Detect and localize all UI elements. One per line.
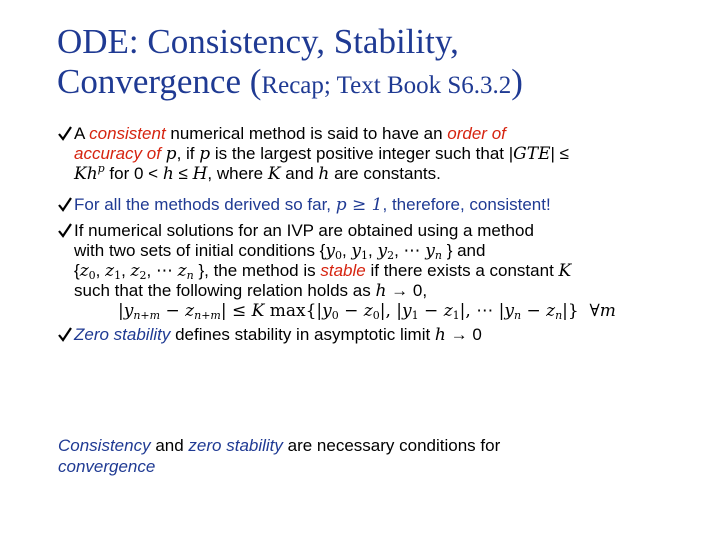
conclusion-text: Consistency and zero stability are necessary conditions for convergence [58, 435, 658, 477]
check-icon [58, 326, 72, 342]
term-order-of: order of [447, 124, 506, 143]
check-icon [58, 125, 72, 141]
bullet-methods-consistent: For all the methods derived so far, p ≥ 1, therefore, consistent! [58, 195, 678, 215]
check-icon [58, 222, 72, 238]
term-accuracy-of: accuracy of [74, 144, 161, 163]
term-consistency: Consistency [58, 436, 151, 455]
term-stable: stable [320, 261, 366, 280]
check-icon [58, 196, 72, 212]
term-consistent: consistent [89, 124, 166, 143]
title-line-1: ODE: Consistency, Stability, [57, 22, 459, 61]
bullet-consistency: A consistent numerical method is said to have an order of accuracy of p, if p is the largest positive integer such that |GTE| ≤ $Kh^p$ for 0 < h ≤ H, where K and h are constants. [58, 124, 678, 184]
slide-title [57, 22, 697, 106]
term-zero-stability-2: zero stability [188, 436, 283, 455]
bullet-zero-stability: Zero stability defines stability in asymptotic limit h → 0 [58, 325, 678, 345]
term-zero-stability: Zero stability [74, 325, 171, 344]
bullet-stability: If numerical solutions for an IVP are obtained using a method with two sets of initial conditions {$y_0$, $y_1$, $y_2$, ⋯ $y_n$ } and {$z_0$, $z_1$, $z_2$, ⋯ $z_n$ }, the method is stable if there exists a constant K such that the following relation holds as h → 0, $|y_{n+m} - z_{n+m}| \le K$ $\max\{|y_0 - z_0|$, $|y_1 - z_1|$, ⋯ $|y_n - z_n|$} ∀m [58, 221, 678, 321]
bullet-list [58, 124, 678, 345]
title-recap: Recap; Text Book S6.3.2 [261, 72, 512, 99]
stability-equation: $|y_{n+m} - z_{n+m}| \le K$ $\max\{|y_0 - z_0|$, $|y_1 - z_1|$, ⋯ $|y_n - z_n|$} ∀m [118, 301, 616, 322]
title-line-2: Convergence (Recap; Text Book S6.3.2) [57, 62, 523, 101]
term-convergence: convergence [58, 457, 156, 476]
